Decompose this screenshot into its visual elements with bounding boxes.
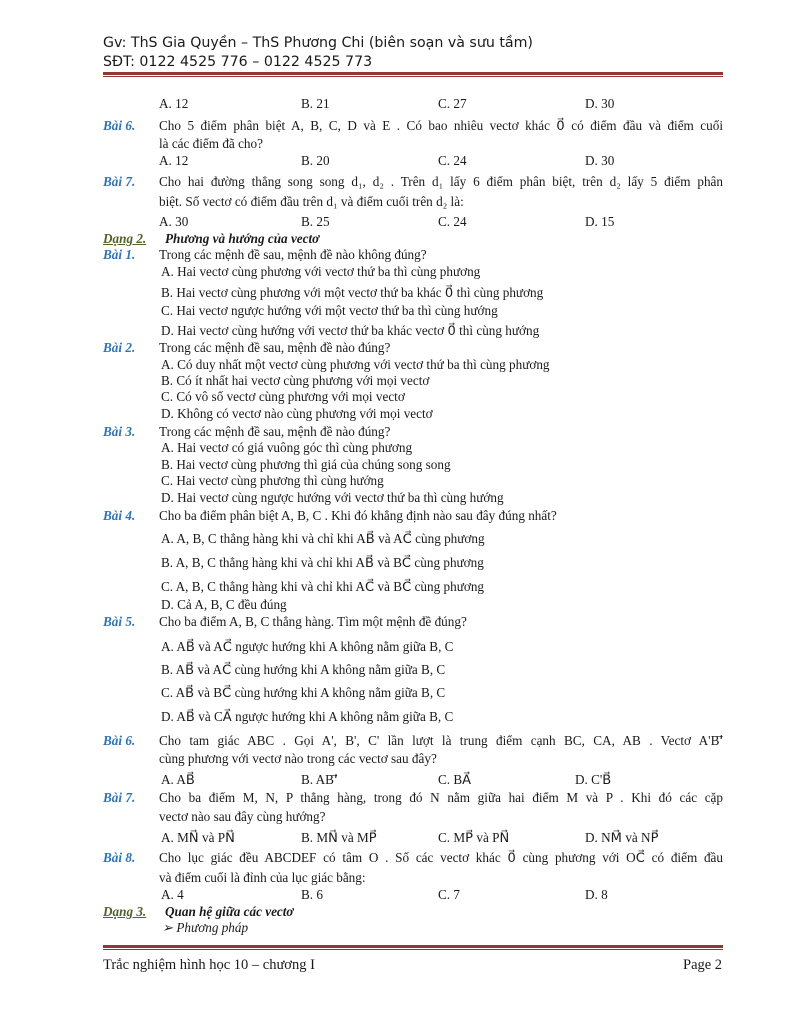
text-line: C. Có vô số vectơ cùng phương với mọi vectơ <box>161 389 405 404</box>
text-line: D. Hai vectơ cùng ngược hướng với vectơ thứ ba thì cùng hướng <box>161 490 504 505</box>
problem-label: Bài 1. <box>103 247 136 262</box>
text-line: B. 21 <box>301 96 330 111</box>
text-line: A. Hai vectơ cùng phương với vectơ thứ ba thì cùng phương <box>161 264 481 279</box>
text-line: C. Hai vectơ ngược hướng với một vectơ thứ ba thì cùng hướng <box>161 303 498 318</box>
text-line: Cho ba điểm phân biệt A, B, C . Khi đó khẳng định nào sau đây đúng nhất? <box>159 508 557 523</box>
text-line: C. 27 <box>438 96 467 111</box>
text-line: Cho lục giác đều ABCDEF có tâm O . Số các vectơ khác 0⃗ cùng phương với OC⃗ có điểm đầu <box>159 850 723 865</box>
problem-label: Bài 7. <box>103 174 136 189</box>
text-line: Trong các mệnh đề sau, mệnh đề nào đúng? <box>159 340 391 355</box>
text-line: là các điểm đã cho? <box>159 136 263 151</box>
text-line: biệt. Số vectơ có điểm đầu trên d₁ và điểm cuối trên d₂ là: <box>159 194 464 209</box>
text-line: A. Có duy nhất một vectơ cùng phương với vectơ thứ ba thì cùng phương <box>161 357 550 372</box>
text-line: Trong các mệnh đề sau, mệnh đề nào đúng? <box>159 424 391 439</box>
text-line: A. AB⃗ và AC⃗ ngược hướng khi A không nằm giữa B, C <box>161 639 454 654</box>
footer-rule <box>103 945 723 948</box>
text-line: B. Hai vectơ cùng phương với một vectơ thứ ba khác 0⃗ thì cùng phương <box>161 285 544 300</box>
text-line: A. 12 <box>159 153 189 168</box>
text-line: B. A, B, C thẳng hàng khi và chỉ khi AB⃗ và BC⃗ cùng phương <box>161 555 484 570</box>
text-line: B. 6 <box>301 887 323 902</box>
text-line: A. Hai vectơ có giá vuông góc thì cùng phương <box>161 440 413 455</box>
problem-label: Bài 3. <box>103 424 136 439</box>
text-line: cùng phương với vectơ nào trong các vectơ sau đây? <box>159 751 437 766</box>
text-line: C. MP⃗ và PN⃗ <box>438 830 510 845</box>
text-line: C. 24 <box>438 153 467 168</box>
text-line: Cho tam giác ABC . Gọi A', B', C' lần lượt là trung điểm cạnh BC, CA, AB . Vectơ A'B'⃗ <box>159 733 723 748</box>
text-line: C. A, B, C thẳng hàng khi và chỉ khi AC⃗ và BC⃗ cùng phương <box>161 579 485 594</box>
text-line: A. 12 <box>159 96 189 111</box>
text-line: B. Hai vectơ cùng phương thì giá của chúng song song <box>161 457 451 472</box>
text-line: D. Không có vectơ nào cùng phương với mọi vectơ <box>161 406 433 421</box>
text-line: D. Cả A, B, C đều đúng <box>161 597 287 612</box>
text-line: C. AB⃗ và BC⃗ cùng hướng khi A không nằm giữa B, C <box>161 685 446 700</box>
text-line: D. 30 <box>585 96 615 111</box>
text-line: C. BA⃗ <box>438 772 472 787</box>
problem-label: Bài 7. <box>103 790 136 805</box>
header-line-2: SĐT: 0122 4525 776 – 0122 4525 773 <box>103 54 373 70</box>
text-line: C. Hai vectơ cùng phương thì cùng hướng <box>161 473 384 488</box>
text-line: B. 25 <box>301 214 330 229</box>
text-line: D. Hai vectơ cùng hướng với vectơ thứ ba khác vectơ 0⃗ thì cùng hướng <box>161 323 540 338</box>
text-line: B. MN⃗ và MP⃗ <box>301 830 377 845</box>
text-line: D. 15 <box>585 214 615 229</box>
footer-title: Trắc nghiệm hình học 10 – chương I <box>103 957 315 973</box>
text-line: B. Có ít nhất hai vectơ cùng phương với mọi vectơ <box>161 373 430 388</box>
text-line: Cho hai đường thẳng song song d₁, d₂ . Trên d₁ lấy 6 điểm phân biệt, trên d₂ lấy 5 điểm phân <box>159 174 723 189</box>
section-title: Quan hệ giữa các vectơ <box>165 904 294 919</box>
problem-label: Bài 6. <box>103 118 136 133</box>
problem-label: Bài 8. <box>103 850 136 865</box>
text-line: D. 30 <box>585 153 615 168</box>
text-line: B. 20 <box>301 153 330 168</box>
text-line: A. 4 <box>161 887 184 902</box>
text-line: C. 7 <box>438 887 460 902</box>
page-number: Page 2 <box>683 957 723 973</box>
text-line: A. A, B, C thẳng hàng khi và chỉ khi AB⃗ và AC⃗ cùng phương <box>161 531 485 546</box>
text-line: Cho ba điểm A, B, C thẳng hàng. Tìm một mệnh đề đúng? <box>159 614 467 629</box>
text-line: ➢ Phương pháp <box>162 920 249 935</box>
problem-label: Bài 2. <box>103 340 136 355</box>
text-line: A. 30 <box>159 214 189 229</box>
header-rule-thin <box>103 76 723 77</box>
text-line: D. NM⃗ và NP⃗ <box>585 830 659 845</box>
header-line-1: Gv: ThS Gia Quyền – ThS Phương Chi (biên soạn và sưu tầm) <box>103 35 533 51</box>
problem-label: Bài 6. <box>103 733 136 748</box>
text-line: Cho ba điểm M, N, P thẳng hàng, trong đó N nằm giữa hai điểm M và P . Khi đó các cặp <box>159 790 723 805</box>
text-line: B. AB'⃗ <box>301 772 338 787</box>
text-line: Cho 5 điểm phân biệt A, B, C, D và E . Có bao nhiêu vectơ khác 0⃗ có điểm đầu và điểm cuối <box>159 118 723 133</box>
problem-label: Bài 4. <box>103 508 136 523</box>
section-label: Dạng 3. <box>103 904 147 919</box>
text-line: vectơ nào sau đây cùng hướng? <box>159 809 326 824</box>
section-label: Dạng 2. <box>103 231 147 246</box>
problem-label: Bài 5. <box>103 614 136 629</box>
text-line: C. 24 <box>438 214 467 229</box>
footer-rule-thin <box>103 949 723 950</box>
text-line: Trong các mệnh đề sau, mệnh đề nào không đúng? <box>159 247 427 262</box>
text-line: D. C'B⃗ <box>575 772 612 787</box>
text-line: B. AB⃗ và AC⃗ cùng hướng khi A không nằm giữa B, C <box>161 662 446 677</box>
text-line: D. 8 <box>585 887 608 902</box>
text-line: A. AB⃗ <box>161 772 195 787</box>
header-rule <box>103 72 723 75</box>
text-line: A. MN⃗ và PN⃗ <box>161 830 235 845</box>
section-title: Phương và hướng của vectơ <box>165 231 320 246</box>
text-line: D. AB⃗ và CA⃗ ngược hướng khi A không nằm giữa B, C <box>161 709 454 724</box>
page-header <box>103 34 533 72</box>
text-line: và điểm cuối là đỉnh của lục giác bằng: <box>159 870 366 885</box>
